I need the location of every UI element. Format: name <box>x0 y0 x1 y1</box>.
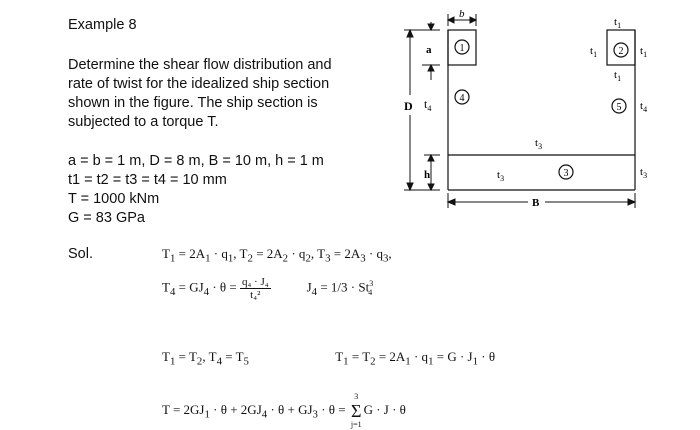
twist-fraction: $\frac{\text{q₄ · J₄}}{\text{t₄²}}$ <box>241 276 269 301</box>
example-title: Example 8 <box>68 17 137 33</box>
equation-line-4: $T = 2GJ_1 \cdot \theta + 2GJ_4 \cdot \theta + GJ_3 \cdot \theta$ = 3 Σ j=1 G · J · θ <box>162 392 406 429</box>
dim-D-label: D <box>404 99 413 113</box>
t1-left-label: $t_1$ <box>590 45 598 59</box>
given-line-4: G = 83 GPa <box>68 210 145 226</box>
dim-h-label: h <box>424 169 431 181</box>
given-line-3: T = 1000 kNm <box>68 191 160 207</box>
sol-label: Sol. <box>68 246 93 262</box>
t3-deck-label: $t_3$ <box>535 137 543 151</box>
dim-b-label: b <box>459 8 465 20</box>
problem-line-4: subjected to a torque T. <box>68 114 219 130</box>
t1-bottom-label: $t_1$ <box>614 69 622 83</box>
cell-3-number: 3 <box>563 168 569 179</box>
problem-line-1: Determine the shear flow distribution and <box>68 57 332 73</box>
equation-line-1: $T_1 = 2A_1 \cdot q_1$, $T_2 = 2A_2 \cdot q_2$, $T_3 = 2A_3 \cdot q_3$, <box>162 246 392 265</box>
cell-4-number: 4 <box>459 93 465 104</box>
equation-line-2: $T_4 = GJ_4 \cdot \theta$ = $\frac{\text{q₄ · J₄}}{\text{t₄²}}$ $J_4 = 1/3 \cdot St^3_4$ <box>162 276 374 301</box>
given-line-1: a = b = 1 m, D = 8 m, B = 10 m, h = 1 m <box>68 153 324 169</box>
t4-right-label: $t_4$ <box>640 100 648 114</box>
dim-B-label: B <box>532 197 540 209</box>
cell-1-number: 1 <box>459 43 465 54</box>
dim-B <box>448 193 635 208</box>
dim-a-label: a <box>426 44 432 56</box>
t4-left-label: $t_4$ <box>424 97 432 113</box>
cell-2-number: 2 <box>618 46 624 57</box>
cell-5-number: 5 <box>616 102 622 113</box>
t1-right-label: $t_1$ <box>640 45 648 59</box>
summation-symbol: 3 Σ j=1 <box>350 392 362 429</box>
t1-top-label: $t_1$ <box>614 16 622 30</box>
equation-line-3: $T_1 = T_2$, $T_4 = T_5$ $T_1 = T_2 = 2A_1 \cdot q_1 = G \cdot J_1 \cdot \theta$ <box>162 349 496 368</box>
t3-bottom-label: $t_3$ <box>497 169 505 183</box>
problem-line-2: rate of twist for the idealized ship section <box>68 76 330 92</box>
given-line-2: t1 = t2 = t3 = t4 = 10 mm <box>68 172 227 188</box>
t3-right-label: $t_3$ <box>640 166 648 180</box>
problem-line-3: shown in the figure. The ship section is <box>68 95 318 111</box>
